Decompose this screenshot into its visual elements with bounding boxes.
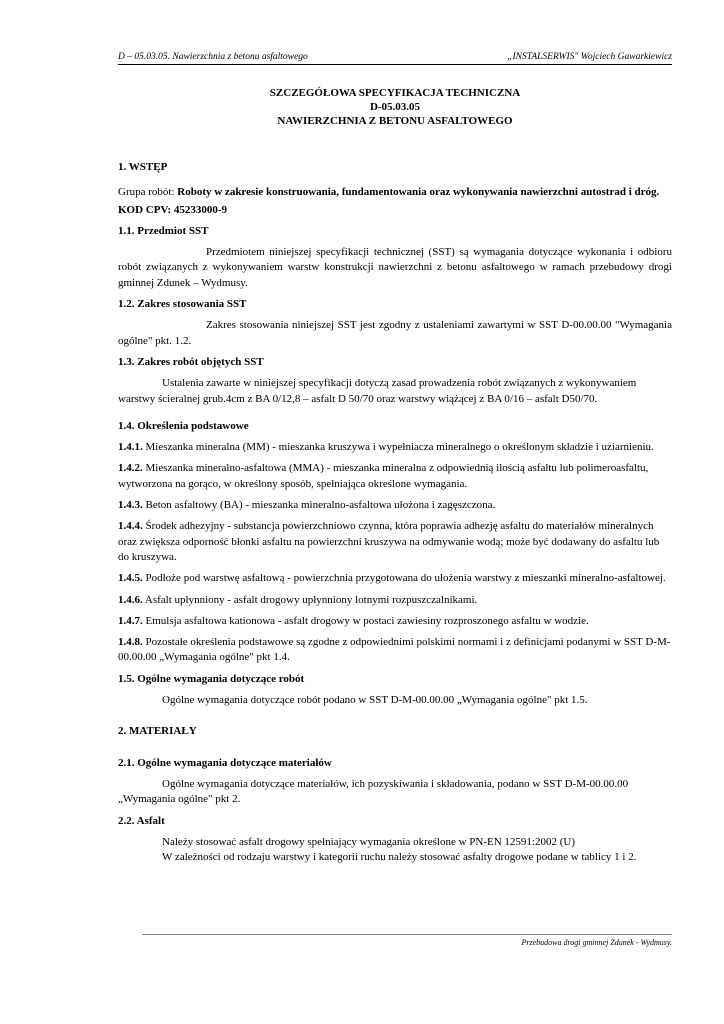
definition-number: 1.4.5. — [118, 572, 143, 585]
definition-number: 1.4.8. — [118, 636, 143, 649]
definition-number: 1.4.7. — [118, 614, 143, 627]
section-1-5-text: Ogólne wymagania dotyczące robót podano w SST D-M-00.00.00 „Wymagania ogólne" pkt 1.5. — [162, 694, 588, 707]
definition-text: Pozostałe określenia podstawowe są zgodne z odpowiednimi polskimi normami i z definicjami podanymi w SST D-M-00.00.00 „Wymagania ogólne" pkt 1.4. — [118, 636, 671, 664]
kod-cpv: KOD CPV: 45233000-9 — [118, 203, 227, 216]
running-footer: Przebudowa drogi gminnej Zdunek - Wydmusy. — [142, 934, 672, 947]
title-line-3: NAWIERZCHNIA Z BETONU ASFALTOWEGO — [277, 115, 513, 127]
definition-text: Środek adhezyjny - substancja powierzchniowo czynna, która poprawia adhezję asfaltu do materiałów mineralnych oraz zwiększa odporność błonki asfaltu na powierzchni kruszywa na odmywanie wodą; może być dodawany do asfaltu lub do kruszywa. — [118, 520, 660, 563]
definition-text: Podłoże pod warstwę asfaltową - powierzchnia przygotowana do ułożenia warstwy z mieszanki mineralno-asfaltowej. — [142, 572, 666, 585]
section-1-2-heading: 1.2. Zakres stosowania SST — [118, 298, 247, 311]
section-1-1-text: Przedmiotem niniejszej specyfikacji technicznej (SST) są wymagania dotyczące wykonania i odbioru robót związanych z wykonywaniem warstw konstrukcji nawierzchni z betonu asfaltowego w ramach przebudowy drogi gminnej Zdunek – Wydmusy. — [118, 246, 672, 289]
definition-number: 1.4.2. — [118, 462, 143, 475]
definition-item — [118, 461, 672, 492]
section-2-1-heading: 2.1. Ogólne wymagania dotyczące materiałów — [118, 756, 332, 769]
definition-item — [118, 635, 672, 666]
title-line-1: SZCZEGÓŁOWA SPECYFIKACJA TECHNICZNA — [269, 87, 521, 99]
section-1-3-heading: 1.3. Zakres robót objętych SST — [118, 355, 264, 368]
header-right: „INSTALSERWIS" Wojciech Gawarkiewicz — [507, 52, 672, 62]
definition-number: 1.4.4. — [118, 520, 143, 533]
section-1-4-heading: 1.4. Określenia podstawowe — [118, 419, 249, 432]
definition-text: Emulsja asfaltowa kationowa - asfalt drogowy w postaci zawiesiny rozproszonego asfaltu w wodzie. — [142, 614, 589, 627]
definition-item — [118, 519, 672, 565]
header-left: D – 05.03.05. Nawierzchnia z betonu asfaltowego — [118, 52, 308, 62]
section-2-heading: 2. MATERIAŁY — [118, 725, 197, 738]
group-line — [118, 185, 672, 200]
group-bold: Roboty w zakresie konstruowania, fundamentowania oraz wykonywania nawierzchni autostrad i dróg. — [177, 186, 660, 199]
section-2-1-text: Ogólne wymagania dotyczące materiałów, ich pozyskiwania i składowania, podano w SST D-M-00.00.00 „Wymagania ogólne" pkt 2. — [118, 777, 629, 806]
document-title — [118, 86, 672, 128]
definition-item — [118, 614, 672, 629]
running-header — [118, 52, 672, 65]
definition-item — [118, 440, 672, 455]
definition-number: 1.4.3. — [118, 499, 143, 512]
section-2-2-text-1: Należy stosować asfalt drogowy spełniający wymagania określone w PN-EN 12591:2002 (U) — [162, 835, 576, 848]
section-1-5-heading: 1.5. Ogólne wymagania dotyczące robót — [118, 672, 305, 685]
definition-text: Mieszanka mineralno-asfaltowa (MMA) - mieszanka mineralna z odpowiednią ilością asfaltu lub polimeroasfaltu, wytworzona na gorąco, w określony sposób, spełniająca określone wymagania. — [118, 462, 649, 490]
section-1-2-text: Zakres stosowania niniejszej SST jest zgodny z ustaleniami zawartymi w SST D-00.00.00 "Wymagania ogólne" pkt. 1.2. — [118, 319, 672, 347]
definition-item — [118, 498, 672, 513]
definition-text: Beton asfaltowy (BA) - mieszanka mineralno-asfaltowa ułożona i zagęszczona. — [142, 499, 496, 512]
title-line-2: D-05.03.05 — [369, 101, 421, 113]
section-2-2-heading: 2.2. Asfalt — [118, 814, 165, 827]
definition-text: Mieszanka mineralna (MM) - mieszanka kruszywa i wypełniacza mineralnego o określonym składzie i uziarnieniu. — [142, 441, 654, 454]
definition-item — [118, 593, 672, 608]
section-1-heading: 1. WSTĘP — [118, 161, 168, 173]
definition-number: 1.4.6. — [118, 593, 143, 606]
definitions-list — [118, 440, 672, 666]
section-2-2-text-2: W zależności od rodzaju warstwy i kategorii ruchu należy stosować asfalty drogowe podane w tablicy 1 i 2. — [162, 851, 637, 864]
section-1-1-heading: 1.1. Przedmiot SST — [118, 224, 209, 237]
document-body — [118, 160, 672, 865]
group-prefix: Grupa robót: — [118, 186, 178, 199]
definition-number: 1.4.1. — [118, 441, 143, 454]
definition-text: Asfalt upłynniony - asfalt drogowy upłynniony lotnymi rozpuszczalnikami. — [142, 593, 478, 606]
definition-item — [118, 571, 672, 586]
section-1-3-text: Ustalenia zawarte w niniejszej specyfikacji dotyczą zasad prowadzenia robót związanych z wykonywaniem warstwy ścieralnej grub.4cm z BA 0/12,8 – asfalt D 50/70 oraz warstwy wiążącej z BA 0/16 – asfalt D50/70. — [118, 377, 637, 405]
